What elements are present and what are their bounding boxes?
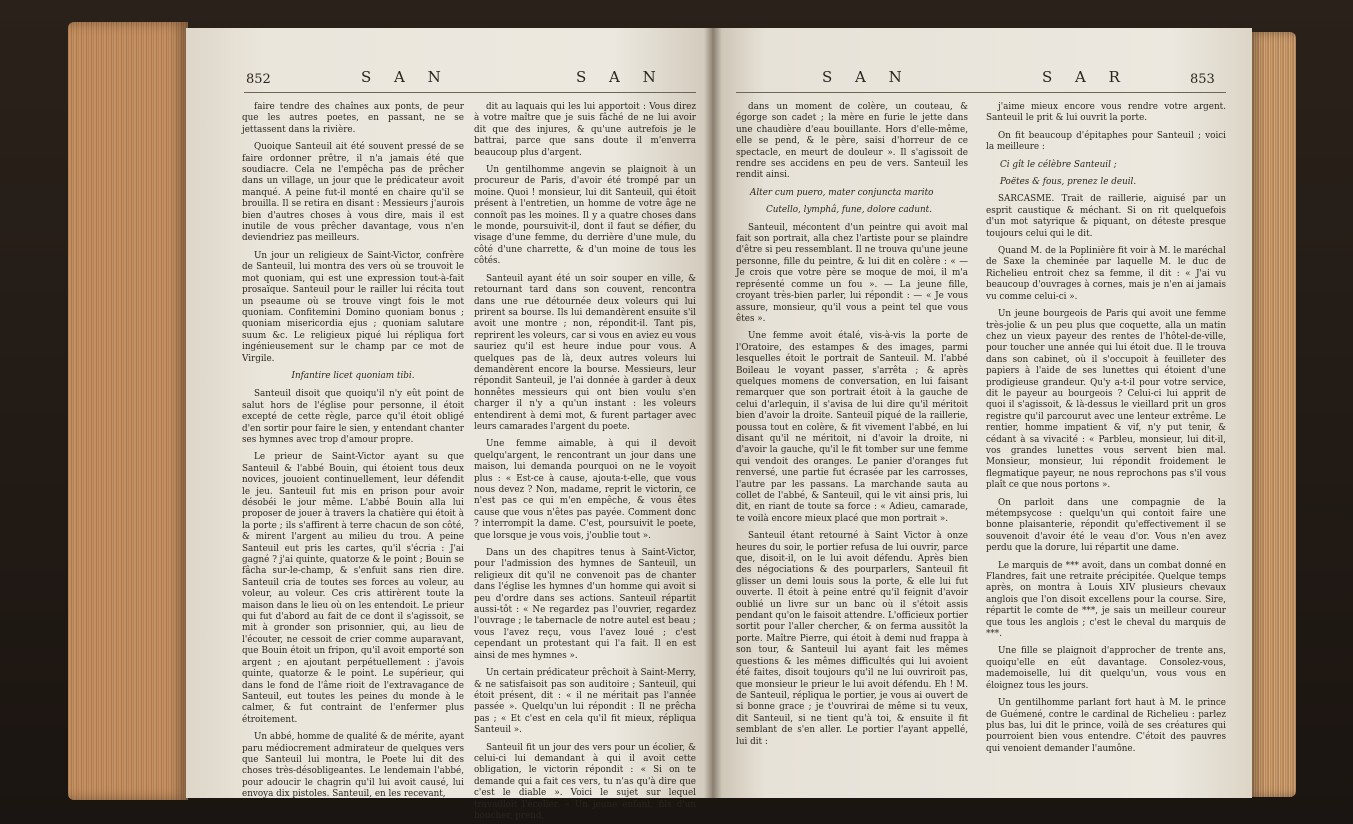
right-page <box>712 28 1252 798</box>
latin-quote: Infantire licet quoniam tibi. <box>291 370 415 381</box>
running-header-left: S A N <box>822 68 911 86</box>
paragraph: On parloit dans une compagnie de la métempsycose : quelqu'un qui contoit faire une bonne plaisanterie, répondit qu'effectivement il se souvenoit d'avoir été le veau d'or. Vous n'en avez perdu que la dorure, lui répartit une dame. <box>986 497 1226 554</box>
header-rule <box>244 92 696 93</box>
running-header-left: S A N <box>361 68 450 86</box>
paragraph: Un jour un religieux de Saint-Victor, confrère de Santeuil, lui montra des vers où se trouvoit le mot quoniam, qui est une expression tout-à-fait prosaïque. Santeuil pour le railler lui récita tout un pseaume où se trouve vingt fois le mot quoniam. Confitemini Domino quoniam bonus ; quoniam misericordia ejus ; quoniam salutare suum &c. Le religieux piqué lui répliqua fort ingénieusement sur le champ par ce mot de Virgile. <box>242 250 464 364</box>
paragraph: Santeuil étant retourné à Saint Victor à onze heures du soir, le portier refusa de lui ouvrir, parce que, disoit-il, on le lui avoit défendu. Après bien des négociations & des pourparlers, Santeuil fit glisser un demi louis sous la porte, & elle lui fut ouverte. Il étoit à peine entré qu'il feignit d'avoir oublié un livre sur un banc où il s'étoit assis pendant qu'on le faisoit attendre. L'officieux portier sortit pour l'aller chercher, & on ferma aussitôt la porte. Maître Pierre, qui étoit à demi nud frappa à son tour, & Santeuil lui ayant fait les mêmes questions & les mêmes difficultés qui lui avoient été faites, disoit toujours qu'il ne lui ouvriroit pas, que monsieur le prieur le lui avoit défendu. Eh ! M. de Santeuil, répliqua le portier, je vous ai ouvert de si bonne grace ; je t'ouvrirai de même si tu veux, dit Santeuil, si ne tient qu'à toi, & ensuite il fit semblant de s'en aller. Le portier l'ayant appellé, lui dit : <box>736 531 968 747</box>
text-column-2 <box>986 102 1226 824</box>
paragraph: Un certain prédicateur prêchoit à Saint-Merry, & ne satisfaisoit pas son auditoire ; Santeuil, qui étoit présent, dit : « il ne méritait pas l'année passée ». Quelqu'un lui répondit : Il ne prêcha pas ; « Et c'est en cela qu'il fit mieux, répliqua Santeuil ». <box>474 668 696 736</box>
epitaph-line: Ci gît le célèbre Santeuil ; <box>1000 159 1117 170</box>
paragraph: Une fille se plaignoit d'approcher de trente ans, quoiqu'elle en eût davantage. Consolez-vous, mademoiselle, lui dit quelqu'un, vous vous en éloignez tous les jours. <box>986 646 1226 691</box>
paragraph: Un gentilhomme parlant fort haut à M. le prince de Guémené, contre le cardinal de Richelieu : parlez plus bas, lui dit le prince, voilà de ses créatures qui pourroient bien vous entendre. C'étoit des pauvres qui venoient demander l'aumône. <box>986 698 1226 754</box>
page-number: 853 <box>1190 72 1215 87</box>
epitaph-line: Poëtes & fous, prenez le deuil. <box>1000 177 1137 188</box>
paragraph: Un abbé, homme de qualité & de mérite, ayant paru médiocrement admirateur de quelques vers que Santeuil lui montra, le Poete lui dit des choses très-désobligeantes. Le lendemain l'abbé, pour adoucir le chagrin qu'il lui avoit causé, lui envoya dix pistoles. Santeuil, en les recevant, <box>242 732 464 800</box>
left-page <box>186 28 720 821</box>
page-edges-left <box>68 22 188 800</box>
paragraph: Santeuil disoit que quoiqu'il n'y eût point de salut hors de l'église pour personne, il étoit excepté de cette règle, parce qu'il étoit obligé d'en sortir pour faire le sien, y entendant chanter ses hymnes avec trop d'amour propre. <box>242 389 464 445</box>
paragraph: Une femme avoit étalé, vis-à-vis la porte de l'Oratoire, des estampes & des images, parmi lesquelles étoit le portrait de Santeuil. M. l'abbé Boileau le voyant passer, s'arrêta ; & après quelques momens de conversation, en lui faisant remarquer que son portrait étoit à la gauche de celui d'arlequin, il s'avisa de lui dire qu'il méritoit bien d'avoir la droite. Santeuil piqué de la raillerie, poussa tout en colère, & fit vivement l'abbé, en lui disant qu'il ne méritoit, ni d'avoir la droite, ni d'avoir la gauche, qu'il le fit tomber sur une femme qui vendoit des oranges. Le panier d'oranges fut renversé, une partie fut écrasée par les carrosses, l'autre par les passans. La marchande sauta au collet de l'abbé, & Santeuil, qui le vit ainsi pris, lui dit, en riant de toute sa force : « Adieu, camarade, te voilà encore mieux placé que mon portrait ». <box>736 331 968 524</box>
paragraph: Santeuil fit un jour des vers pour un écolier, & celui-ci lui demandant à qui il avoit cette obligation, le victorin répondit : « Si on te demande qui a fait ces vers, tu n'as qu'à dire que c'est le diable ». Voici le sujet sur lequel travailloit l'écolier. « Un jeune enfant, fils d'un boucher, prend, <box>474 742 696 821</box>
text-column-1 <box>736 102 968 824</box>
paragraph: faire tendre des chaînes aux ponts, de peur que les autres poetes, en passant, ne se jettassent dans la rivière. <box>242 102 464 135</box>
paragraph: dans un moment de colère, un couteau, & égorge son cadet ; la mère en furie le jette dans une chaudière d'eau bouillante. Hors d'elle-même, elle se pend, & le père, saisi d'horreur de ce spectacle, en meurt de douleur ». Il s'agissoit de rendre ses accidens en peu de vers. Santeuil les rendit ainsi. <box>736 102 968 181</box>
book-gutter <box>704 28 722 798</box>
paragraph: Le marquis de *** avoit, dans un combat donné en Flandres, fait une retraite précipitée. Quelque temps après, on montra à Louis XIV plusieurs chevaux anglois que l'on disoit excellens pour la course. Sire, répartit le comte de ***, je sais un meilleur coureur que tous les anglois ; c'est le cheval du marquis de ***. <box>986 560 1226 640</box>
text-column-1 <box>242 102 464 824</box>
paragraph: Une femme aimable, à qui il devoit quelqu'argent, le rencontrant un jour dans une maison, lui demanda pourquoi on ne le voyoit plus : « Est-ce à cause, ajouta-t-elle, que vous nous devez ? Non, madame, reprit le victorin, ce n'est pas ce qui m'en empêche, & vous êtes cause que vous n'êtes pas payée. Comment donc ? interrompit la dame. C'est, poursuivit le poete, que lorsque je vous vois, j'oublie tout ». <box>474 439 696 541</box>
paragraph: Un gentilhomme angevin se plaignoit à un procureur de Paris, d'avoir été trompé par un moine. Quoi ! monsieur, lui dit Santeuil, qui étoit présent à l'entretien, un homme de votre âge ne connoît pas les moines. Il y a quatre choses dans le monde, poursuivit-il, dont il faut se défier, du visage d'une femme, du derrière d'une mule, du côté d'une charrette, & d'un moine de tous les côtés. <box>474 165 696 267</box>
paragraph: Santeuil, mécontent d'un peintre qui avoit mal fait son portrait, alla chez l'artiste pour se plaindre d'être si peu ressemblant. Il ne trouva qu'une jeune personne, fille du peintre, & lui dit en colère : « — Je crois que votre père se moque de moi, il m'a représenté comme un fou ». — La jeune fille, croyant très-bien parler, lui répondit : — « Je vous assure, monsieur, qu'il vous a peint tel que vous êtes ». <box>736 222 968 324</box>
paragraph: Santeuil ayant été un soir souper en ville, & retournant tard dans son couvent, rencontra dans une rue détournée deux voleurs qui lui prirent sa bourse. Ils lui demandèrent ensuite s'il avoit une montre ; non, répondit-il. Tant pis, reprirent les voleurs, car si vous en aviez eu vous sauriez qu'il est heure indue pour vous. A quelques pas de là, deux autres voleurs lui demandèrent encore la bourse. Messieurs, leur répondit Santeuil, je l'ai donnée à garder à deux honnêtes messieurs qui ont bien voulu s'en charger il n'y a qu'un instant : les voleurs entendirent à demi mot, & furent partager avec leurs camarades l'argent du poete. <box>474 273 696 432</box>
latin-verse-line: Alter cum puero, mater conjuncta marito <box>750 187 934 198</box>
running-header-right: S A R <box>1042 68 1129 86</box>
paragraph: Le prieur de Saint-Victor ayant su que Santeuil & l'abbé Bouin, qui étoient tous deux novices, jouoient continuellement, leur défendit le jeu. Santeuil fut mis en prison pour avoir désobéi le jour même. L'abbé Bouin alla lui proposer de jouer à travers la chatière qui étoit à la porte ; ils s'affirent à terre chacun de son côté, & mirent l'argent au milieu du trou. A peine Santeuil eut pris les cartes, qu'il s'écria : J'ai gagné ? j'ai quinte, quatorze & le point ; Bouin se fâcha sur-le-champ, & s'enfuit sans rien dire. Santeuil cria de toutes ses forces au voleur, au voleur, au voleur. Ces cris attirèrent toute la maison dans le lieu où on les entendoit. Le prieur qui fut d'abord au fait de ce dont il s'agissoit, se mit à gronder son prisonnier, qui, au lieu de l'écouter, ne cessoit de crier comme auparavant, que Bouin étoit un fripon, qu'il avoit emporté son argent ; en ajoutant perpétuellement : j'avois quinte, quatorze & le point. Le supérieur, qui dans le fond de l'âme rioit de l'extravagance de Santeuil, eut toutes les peines du monde à le calmer, & fut contraint de l'enfermer plus étroitement. <box>242 452 464 725</box>
paragraph: j'aime mieux encore vous rendre votre argent. Santeuil le prit & lui ouvrit la porte. <box>986 102 1226 124</box>
paragraph: Dans un des chapitres tenus à Saint-Victor, pour l'admission des hymnes de Santeuil, un religieux dit qu'il ne convenoit pas de chanter dans l'église les hymnes d'un homme qui avoit si peu d'ordre dans ses actions. Santeuil répartit aussi-tôt : « Ne regardez pas l'ouvrier, regardez l'ouvrage ; le tabernacle de notre autel est beau ; vous l'avez reçu, vous l'avez loué ; c'est cependant un protestant qui l'a fait. Il en est ainsi de mes hymnes ». <box>474 548 696 661</box>
paragraph: Quoique Santeuil ait été souvent pressé de se faire ordonner prêtre, il n'a jamais été que soudiacre. Cela ne l'empêcha pas de prêcher dans un village, un jour que le prédicateur avoit manqué. A peine fut-il monté en chaire qu'il se brouilla. Il se retira en disant : Messieurs j'aurois bien d'autres choses à vous dire, mais il est inutile de vous prêcher davantage, vous n'en deviendriez pas meilleurs. <box>242 142 464 244</box>
paragraph: Un jeune bourgeois de Paris qui avoit une femme très-jolie & un peu plus que coquette, alla un matin chez un vieux payeur des rentes de l'hôtel-de-ville, pour toucher une année qui lui étoit due. Il le trouva dans son cabinet, où il s'occupoit à feuilleter des papiers à l'aide de ses lunettes qui étoient d'une prodigieuse grandeur. Qu'y a-t-il pour votre service, dit le payeur au bourgeois ? Celui-ci lui apprit de quoi il s'agissoit, & là-dessus le vieillard prit un gros registre qu'il parcourut avec une lenteur extrême. Le rentier, homme impatient & vif, n'y put tenir, & cédant à sa vivacité : « Parbleu, monsieur, lui dit-il, vos grandes lunettes vous servent bien mal. Monsieur, monsieur, lui répondit froidement le flegmatique payeur, ne nous reprochons pas s'il vous plaît ce que nous portons ». <box>986 309 1226 491</box>
page-edges-right <box>1250 32 1296 797</box>
running-header-right: S A N <box>576 68 665 86</box>
paragraph: dit au laquais qui les lui apportoit : Vous direz à votre maître que je suis fâché de ne lui avoir dit que des injures, & qu'une autrefois je le battrai, parce que sans doute il m'enverra beaucoup plus d'argent. <box>474 102 696 158</box>
header-rule <box>736 92 1226 93</box>
paragraph: On fit beaucoup d'épitaphes pour Santeuil ; voici la meilleure : <box>986 130 1226 153</box>
paragraph: Quand M. de la Poplinière fit voir à M. le maréchal de Saxe la cheminée par laquelle M. le duc de Richelieu entroit chez sa femme, il dit : « J'ai vu beaucoup d'ouvrages à cornes, mais je n'en ai jamais vu comme celui-ci ». <box>986 246 1226 302</box>
page-number: 852 <box>246 72 271 87</box>
latin-verse-line: Cutello, lymphâ, fune, dolore cadunt. <box>766 205 933 216</box>
text-column-2 <box>474 102 696 824</box>
dictionary-entry: SARCASME. Trait de raillerie, aiguisé par un esprit caustique & méchant. Si on rit quelquefois d'un mot satyrique & piquant, on déteste presque toujours celui qui le dit. <box>986 194 1226 239</box>
